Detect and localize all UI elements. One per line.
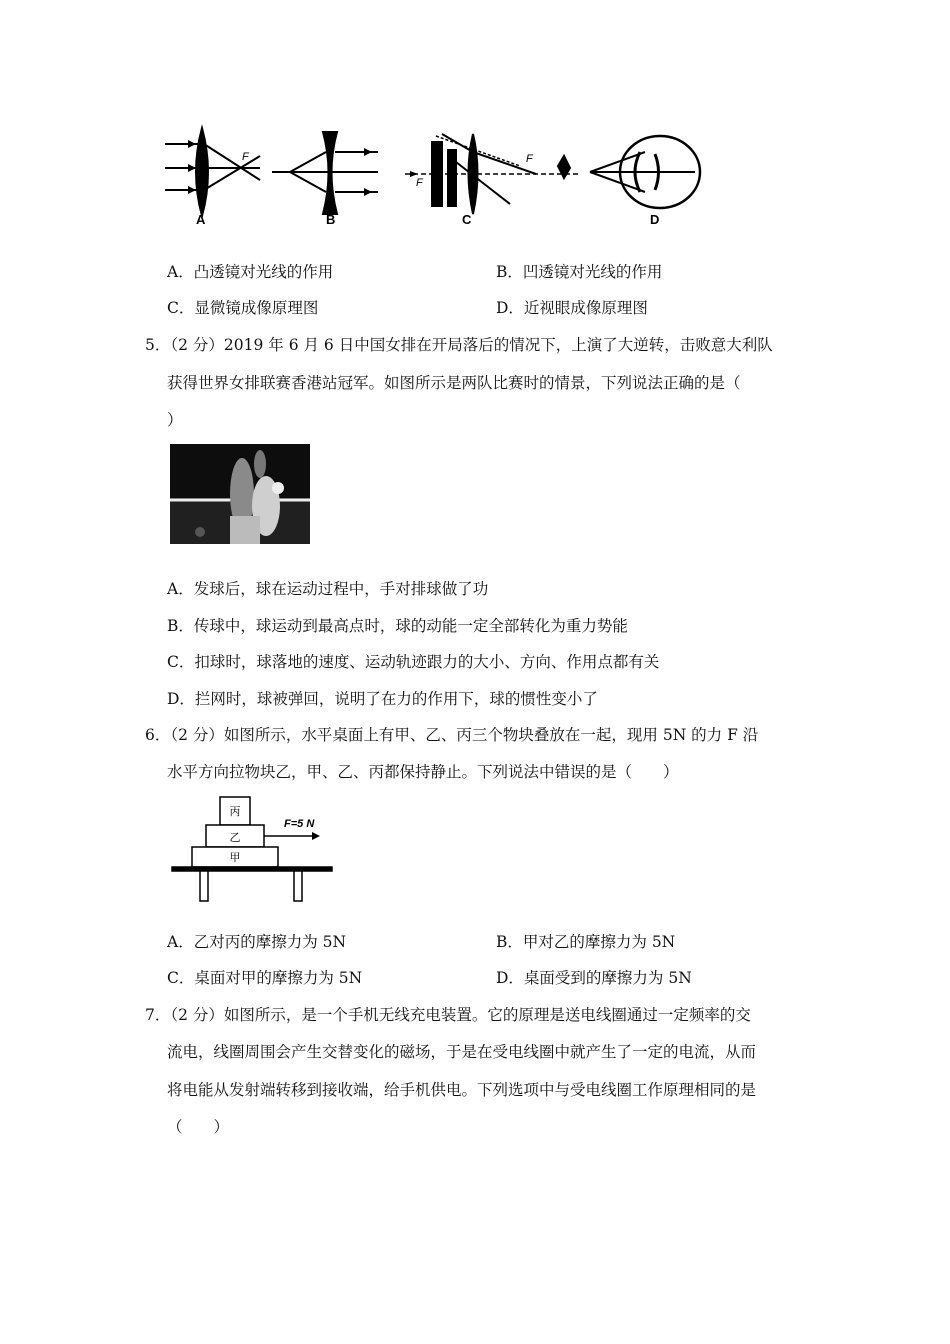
lens-label-a: A bbox=[196, 212, 206, 227]
block-bottom-label: 甲 bbox=[229, 852, 241, 864]
block-top-label: 丙 bbox=[229, 806, 241, 818]
lens-label-b: B bbox=[326, 212, 336, 227]
q6-stem-line1: 6．（2 分）如图所示，水平桌面上有甲、乙、丙三个物块叠放在一起，现用 5N 的力 F 沿 bbox=[145, 726, 759, 744]
q6-option-d[interactable]: D．桌面受到的摩擦力为 5N bbox=[496, 969, 692, 987]
force-label: F=5 N bbox=[284, 818, 315, 830]
q7-stem-line4: （ ） bbox=[167, 1118, 230, 1136]
q6-option-a[interactable]: A．乙对丙的摩擦力为 5N bbox=[167, 933, 347, 951]
q5-stem-line1: 5．（2 分）2019 年 6 月 6 日中国女排在开局落后的情况下，上演了大逆转，击败意大利队 bbox=[145, 336, 773, 354]
q5-option-a[interactable]: A．发球后，球在运动过程中，手对排球做了功 bbox=[167, 580, 489, 598]
q7-stem-line2: 流电，线圈周围会产生交替变化的磁场，于是在受电线圈中就产生了一定的电流，从而 bbox=[167, 1043, 757, 1061]
q6-option-b[interactable]: B．甲对乙的摩擦力为 5N bbox=[496, 933, 676, 951]
block-middle-label: 乙 bbox=[229, 832, 241, 844]
stacked-blocks-figure bbox=[168, 795, 338, 905]
q6-stem-line2: 水平方向拉物块乙，甲、乙、丙都保持静止。下列说法中错误的是（ ） bbox=[167, 763, 679, 781]
q5-stem-line3: ） bbox=[167, 411, 183, 429]
lens-focus-label-c1: F bbox=[416, 177, 423, 189]
q4-option-a[interactable]: A．凸透镜对光线的作用 bbox=[167, 263, 334, 281]
q6-option-c[interactable]: C．桌面对甲的摩擦力为 5N bbox=[167, 969, 363, 987]
q5-option-c[interactable]: C．扣球时，球落地的速度、运动轨迹跟力的大小、方向、作用点都有关 bbox=[167, 653, 660, 671]
q4-option-d[interactable]: D．近视眼成像原理图 bbox=[496, 299, 648, 317]
volleyball-photo bbox=[170, 444, 310, 544]
lens-label-c: C bbox=[462, 212, 472, 227]
lens-label-d: D bbox=[650, 212, 660, 227]
q5-option-b[interactable]: B．传球中，球运动到最高点时，球的动能一定全部转化为重力势能 bbox=[167, 617, 628, 635]
q5-option-d[interactable]: D．拦网时，球被弹回，说明了在力的作用下，球的惯性变小了 bbox=[167, 690, 598, 708]
lens-diagram-figure bbox=[160, 122, 720, 228]
q4-option-c[interactable]: C．显微镜成像原理图 bbox=[167, 299, 319, 317]
lens-focus-label-c2: F bbox=[526, 153, 533, 165]
q5-stem-line2: 获得世界女排联赛香港站冠军。如图所示是两队比赛时的情景，下列说法正确的是（ bbox=[167, 374, 741, 392]
q7-stem-line3: 将电能从发射端转移到接收端，给手机供电。下列选项中与受电线圈工作原理相同的是 bbox=[167, 1081, 757, 1099]
q4-option-b[interactable]: B．凹透镜对光线的作用 bbox=[496, 263, 663, 281]
convex-lens-shape bbox=[196, 128, 208, 216]
q7-stem-line1: 7．（2 分）如图所示，是一个手机无线充电装置。它的原理是送电线圈通过一定频率的交 bbox=[145, 1006, 751, 1024]
lens-focus-label-a: F bbox=[242, 151, 249, 163]
